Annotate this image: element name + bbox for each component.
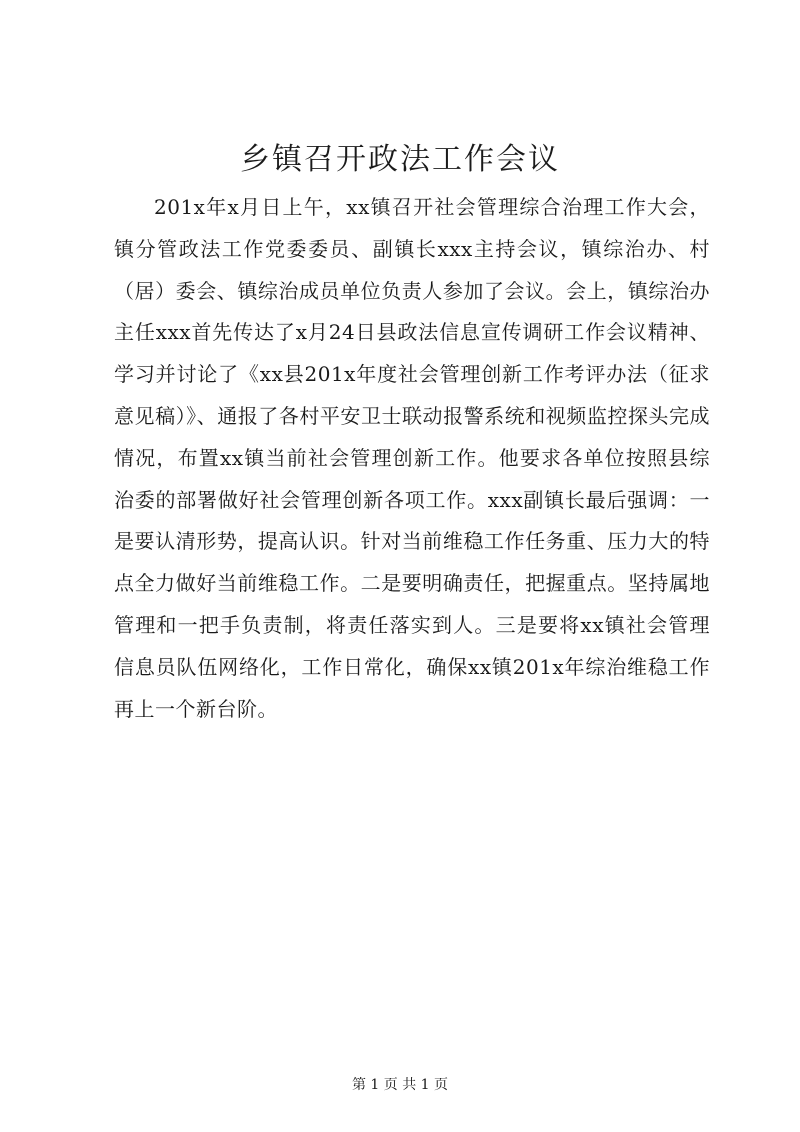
body-paragraph: 201x年x月日上午，xx镇召开社会管理综合治理工作大会，镇分管政法工作党委委员、副镇长xxx主持会议，镇综治办、村（居）委会、镇综治成员单位负责人参加了会议。会上，镇综治办主任xxx首先传达了x月24日县政法信息宣传调研工作会议精神、学习并讨论了《xx县201x年度社会管理创新工作考评办法（征求意见稿）》、通报了各村平安卫士联动报警系统和视频监控探头完成情况，布置xx镇当前社会管理创新工作。他要求各单位按照县综治委的部署做好社会管理创新各项工作。xxx副镇长最后强调：一是要认清形势，提高认识。针对当前维稳工作任务重、压力大的特点全力做好当前维稳工作。二是要明确责任，把握重点。坚持属地管理和一把手负责制，将责任落实到人。三是要将xx镇社会管理信息员队伍网络化，工作日常化，确保xx镇201x年综治维稳工作再上一个新台阶。 <box>114 195 710 721</box>
page-footer: 第 1 页 共 1 页 <box>351 1077 449 1093</box>
document-title: 乡镇召开政法工作会议 <box>240 142 560 177</box>
